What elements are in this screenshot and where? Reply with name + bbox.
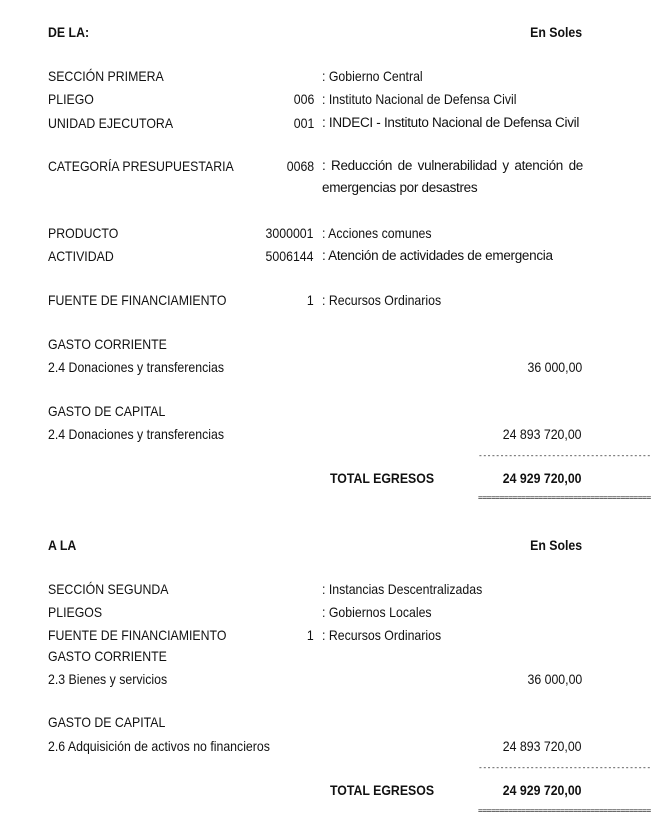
de-row-value: : Instituto Nacional de Defensa Civil (322, 91, 517, 107)
de-row-value: : Atención de actividades de emergencia (322, 248, 553, 263)
de-corriente-title: GASTO CORRIENTE (48, 336, 167, 352)
a-capital-title: GASTO DE CAPITAL (48, 714, 166, 730)
de-row-code: 001 (293, 115, 314, 131)
de-corriente-amount: 36 000,00 (527, 359, 582, 375)
de-row-value: : Acciones comunes (322, 225, 432, 241)
a-row-label: FUENTE DE FINANCIAMIENTO (48, 627, 227, 643)
de-row-label: PLIEGO (48, 91, 94, 107)
de-row-code: 006 (293, 91, 314, 107)
a-corriente-item: 2.3 Bienes y servicios (48, 671, 168, 687)
a-row-code: 1 (307, 627, 314, 643)
a-row-label: SECCIÓN SEGUNDA (48, 581, 169, 597)
a-row-label: PLIEGOS (48, 604, 103, 620)
de-capital-title: GASTO DE CAPITAL (48, 403, 166, 419)
de-heading: DE LA: (48, 24, 90, 40)
de-row-value: : Reducción de vulnerabilidad y atención de emergencias por desastres (322, 158, 583, 195)
de-row-code: 5006144 (266, 248, 314, 264)
total-double-rule: ======================================== (478, 493, 651, 502)
de-currency: En Soles (529, 24, 582, 40)
de-total-label: TOTAL EGRESOS (330, 470, 435, 486)
de-row-code: 3000001 (266, 225, 314, 241)
a-heading: A LA (48, 537, 77, 553)
de-row-value: : Recursos Ordinarios (322, 292, 442, 308)
a-row-value: : Gobiernos Locales (322, 604, 432, 620)
de-row-label: ACTIVIDAD (48, 248, 114, 264)
de-capital-item: 2.4 Donaciones y transferencias (48, 426, 224, 442)
a-row-value: : Recursos Ordinarios (322, 627, 442, 643)
subtotal-rule: ---------------------------------------- (478, 451, 651, 460)
de-capital-amount: 24 893 720,00 (503, 426, 582, 442)
a-corriente-title: GASTO CORRIENTE (48, 648, 167, 664)
de-row-value: : INDECI - Instituto Nacional de Defensa Civil (322, 115, 580, 130)
de-row-code: 1 (307, 292, 314, 308)
de-corriente-item: 2.4 Donaciones y transferencias (48, 359, 224, 375)
de-row-code: 0068 (286, 158, 314, 174)
de-row-label: CATEGORÍA PRESUPUESTARIA (48, 158, 234, 174)
total-double-rule: ======================================== (478, 806, 651, 815)
de-row-label: UNIDAD EJECUTORA (48, 115, 174, 131)
a-row-value: : Instancias Descentralizadas (322, 581, 483, 597)
a-capital-item: 2.6 Adquisición de activos no financieros (48, 738, 270, 754)
de-row-label: PRODUCTO (48, 225, 119, 241)
de-row-label: FUENTE DE FINANCIAMIENTO (48, 292, 227, 308)
a-capital-amount: 24 893 720,00 (503, 738, 582, 754)
subtotal-rule: ---------------------------------------- (478, 763, 651, 772)
de-total-amount: 24 929 720,00 (503, 470, 582, 486)
a-total-label: TOTAL EGRESOS (330, 782, 435, 798)
a-total-amount: 24 929 720,00 (503, 782, 582, 798)
de-row-label: SECCIÓN PRIMERA (48, 68, 164, 84)
a-corriente-amount: 36 000,00 (527, 671, 582, 687)
a-currency: En Soles (529, 537, 582, 553)
de-row-value: : Gobierno Central (322, 68, 423, 84)
